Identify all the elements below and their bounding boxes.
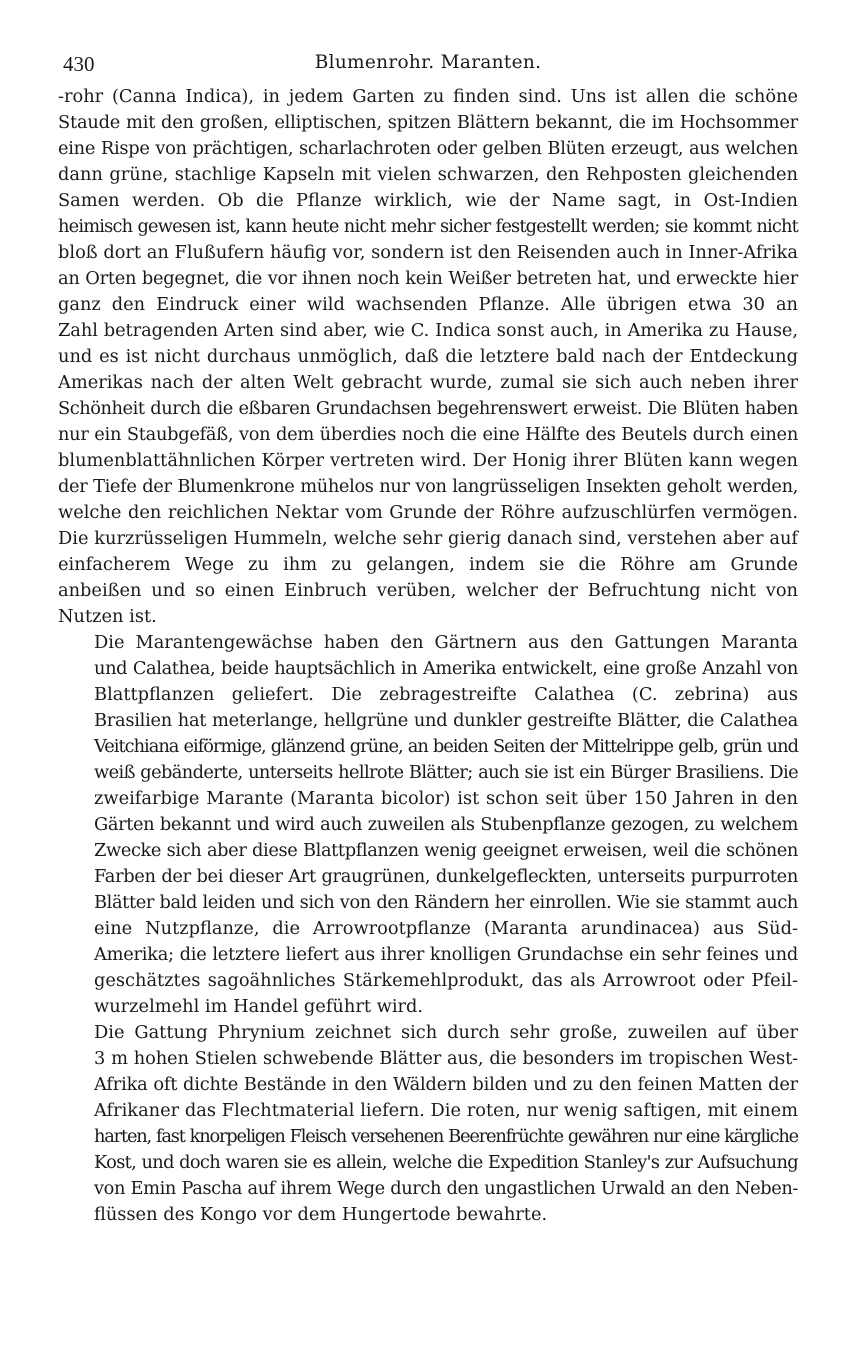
paragraph bbox=[58, 630, 798, 1020]
text-line: welche den reichlichen Nektar vom Grunde der Röhre aufzuschlürfen vermögen. bbox=[58, 502, 798, 523]
text-line: zweifarbige Marante (Maranta bicolor) ist schon seit über 150 Jahren in den bbox=[94, 788, 798, 809]
text-line: eine Rispe von prächtigen, scharlachroten oder gelben Blüten erzeugt, aus welchen bbox=[58, 138, 798, 159]
text-line: Die Gattung Phrynium zeichnet sich durch sehr große, zuweilen auf über bbox=[94, 1022, 798, 1043]
page-number: 430 bbox=[63, 52, 95, 76]
text-line: Samen werden. Ob die Pflanze wirklich, wie der Name sagt, in Ost-Indien bbox=[58, 190, 798, 211]
text-line: Amerika; die letztere liefert aus ihrer knolligen Grundachse ein sehr feines und bbox=[94, 944, 798, 965]
text-line: 3 m hohen Stielen schwebende Blätter aus, die besonders im tropischen West- bbox=[94, 1048, 798, 1069]
text-line: Farben der bei dieser Art graugrünen, dunkelgefleckten, unterseits purpurroten bbox=[94, 866, 798, 887]
text-line: Zahl betragenden Arten sind aber, wie C. Indica sonst auch, in Amerika zu Hause, bbox=[58, 320, 798, 341]
text-line: -rohr (Canna Indica), in jedem Garten zu finden sind. Uns ist allen die schöne bbox=[58, 86, 798, 107]
text-line: Gärten bekannt und wird auch zuweilen als Stubenpflanze gezogen, zu welchem bbox=[94, 814, 798, 835]
paragraph bbox=[58, 84, 798, 630]
text-line: Amerikas nach der alten Welt gebracht wurde, zumal sie sich auch neben ihrer bbox=[58, 372, 798, 393]
book-page bbox=[58, 48, 798, 1228]
text-line: flüssen des Kongo vor dem Hungertode bewahrte. bbox=[94, 1204, 548, 1225]
text-line: harten, fast knorpeligen Fleisch versehenen Beerenfrüchte gewähren nur eine kärgliche bbox=[94, 1126, 798, 1147]
text-line: blumenblattähnlichen Körper vertreten wird. Der Honig ihrer Blüten kann wegen bbox=[58, 450, 798, 471]
body-text bbox=[58, 84, 798, 1228]
text-line: Afrikaner das Flechtmaterial liefern. Die roten, nur wenig saftigen, mit einem bbox=[94, 1100, 798, 1121]
text-line: Zwecke sich aber diese Blattpflanzen wenig geeignet erweisen, weil die schönen bbox=[94, 840, 798, 861]
paragraph bbox=[58, 1020, 798, 1228]
text-line: Schönheit durch die eßbaren Grundachsen begehrenswert erweist. Die Blüten haben bbox=[58, 398, 798, 419]
text-line: Staude mit den großen, elliptischen, spitzen Blättern bekannt, die im Hochsommer bbox=[58, 112, 798, 133]
text-line: der Tiefe der Blumenkrone mühelos nur von langrüsseligen Insekten geholt werden, bbox=[58, 476, 798, 497]
text-line: wurzelmehl im Handel geführt wird. bbox=[94, 996, 424, 1017]
text-line: anbeißen und so einen Einbruch verüben, welcher der Befruchtung nicht von bbox=[58, 580, 798, 601]
text-line: von Emin Pascha auf ihrem Wege durch den ungastlichen Urwald an den Neben- bbox=[94, 1178, 798, 1199]
text-line: nur ein Staubgefäß, von dem überdies noch die eine Hälfte des Beutels durch einen bbox=[58, 424, 798, 445]
text-line: einfacherem Wege zu ihm zu gelangen, indem sie die Röhre am Grunde bbox=[58, 554, 798, 575]
text-line: Die kurzrüsseligen Hummeln, welche sehr gierig danach sind, verstehen aber auf bbox=[58, 528, 798, 549]
text-line: Blattpflanzen geliefert. Die zebragestreifte Calathea (C. zebrina) aus bbox=[94, 684, 798, 705]
text-line: Brasilien hat meterlange, hellgrüne und dunkler gestreifte Blätter, die Calathea bbox=[94, 710, 798, 731]
text-line: und es ist nicht durchaus unmöglich, daß die letztere bald nach der Entdeckung bbox=[58, 346, 798, 367]
text-line: geschätztes sagoähnliches Stärkemehlprodukt, das als Arrowroot oder Pfeil- bbox=[94, 970, 798, 991]
text-line: und Calathea, beide hauptsächlich in Amerika entwickelt, eine große Anzahl von bbox=[94, 658, 798, 679]
text-line: Afrika oft dichte Bestände in den Wäldern bilden und zu den feinen Matten der bbox=[94, 1074, 798, 1095]
text-line: Nutzen ist. bbox=[58, 606, 157, 627]
text-line: Die Marantengewächse haben den Gärtnern aus den Gattungen Maranta bbox=[94, 632, 798, 653]
text-line: Blätter bald leiden und sich von den Rändern her einrollen. Wie sie stammt auch bbox=[94, 892, 798, 913]
text-line: Kost, und doch waren sie es allein, welche die Expedition Stanley's zur Aufsuchung bbox=[94, 1152, 798, 1173]
text-line: weiß gebänderte, unterseits hellrote Blätter; auch sie ist ein Bürger Brasiliens. Die bbox=[94, 762, 798, 783]
text-line: heimisch gewesen ist, kann heute nicht mehr sicher festgestellt werden; sie kommt nicht bbox=[58, 216, 798, 237]
text-line: eine Nutzpflanze, die Arrowrootpflanze (Maranta arundinacea) aus Süd- bbox=[94, 918, 798, 939]
text-line: Veitchiana eiförmige, glänzend grüne, an beiden Seiten der Mittelrippe gelb, grün und bbox=[94, 736, 798, 757]
text-line: dann grüne, stachlige Kapseln mit vielen schwarzen, den Rehposten gleichenden bbox=[58, 164, 798, 185]
text-line: ganz den Eindruck einer wild wachsenden Pflanze. Alle übrigen etwa 30 an bbox=[58, 294, 798, 315]
text-line: an Orten begegnet, die vor ihnen noch kein Weißer betreten hat, und erweckte hier bbox=[58, 268, 798, 289]
text-line: bloß dort an Flußufern häufig vor, sondern ist den Reisenden auch in Inner-Afrika bbox=[58, 242, 798, 263]
running-head bbox=[58, 48, 798, 84]
running-title: Blumenrohr. Maranten. bbox=[314, 52, 542, 73]
